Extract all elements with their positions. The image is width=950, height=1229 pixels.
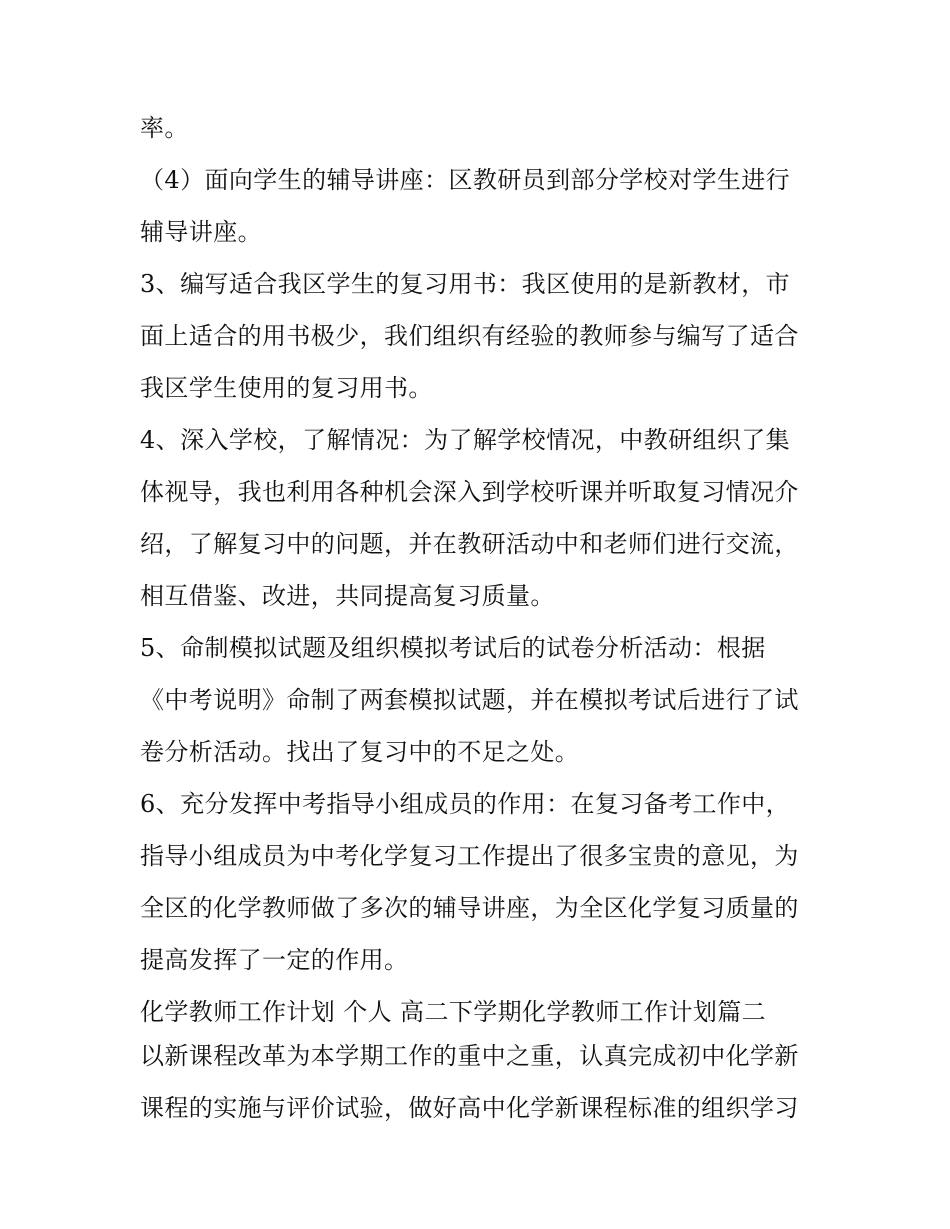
text-line: 相互借鉴、改进，共同提高复习质量。	[140, 582, 555, 610]
text-line: （4）面向学生的辅导讲座：区教研员到部分学校对学生进行	[140, 166, 791, 194]
text-line: 以新课程改革为本学期工作的重中之重，认真完成初中化学新	[140, 1042, 799, 1070]
text-line: 课程的实施与评价试验，做好高中化学新课程标准的组织学习	[140, 1094, 799, 1122]
text-line: 面上适合的用书极少，我们组织有经验的教师参与编写了适合	[140, 322, 799, 350]
section-heading: 化学教师工作计划 个人 高二下学期化学教师工作计划篇二	[140, 998, 767, 1026]
text-line: 《中考说明》命制了两套模拟试题，并在模拟考试后进行了试	[140, 686, 799, 714]
text-line: 全区的化学教师做了多次的辅导讲座，为全区化学复习质量的	[140, 894, 799, 922]
text-line: 体视导，我也利用各种机会深入到学校听课并听取复习情况介	[140, 478, 799, 506]
text-line: 绍，了解复习中的问题，并在教研活动中和老师们进行交流，	[140, 530, 799, 558]
text-line: 率。	[140, 114, 189, 142]
text-line: 6、充分发挥中考指导小组成员的作用：在复习备考工作中，	[140, 790, 791, 818]
text-line: 卷分析活动。找出了复习中的不足之处。	[140, 738, 580, 766]
text-line: 提高发挥了一定的作用。	[140, 946, 409, 974]
text-line: 3、编写适合我区学生的复习用书：我区使用的是新教材，市	[140, 270, 791, 298]
text-line: 指导小组成员为中考化学复习工作提出了很多宝贵的意见，为	[140, 842, 799, 870]
text-line: 4、深入学校，了解情况：为了解学校情况，中教研组织了集	[140, 426, 791, 454]
text-line: 5、命制模拟试题及组织模拟考试后的试卷分析活动：根据	[140, 634, 766, 662]
text-line: 辅导讲座。	[140, 218, 262, 246]
text-line: 我区学生使用的复习用书。	[140, 374, 433, 402]
